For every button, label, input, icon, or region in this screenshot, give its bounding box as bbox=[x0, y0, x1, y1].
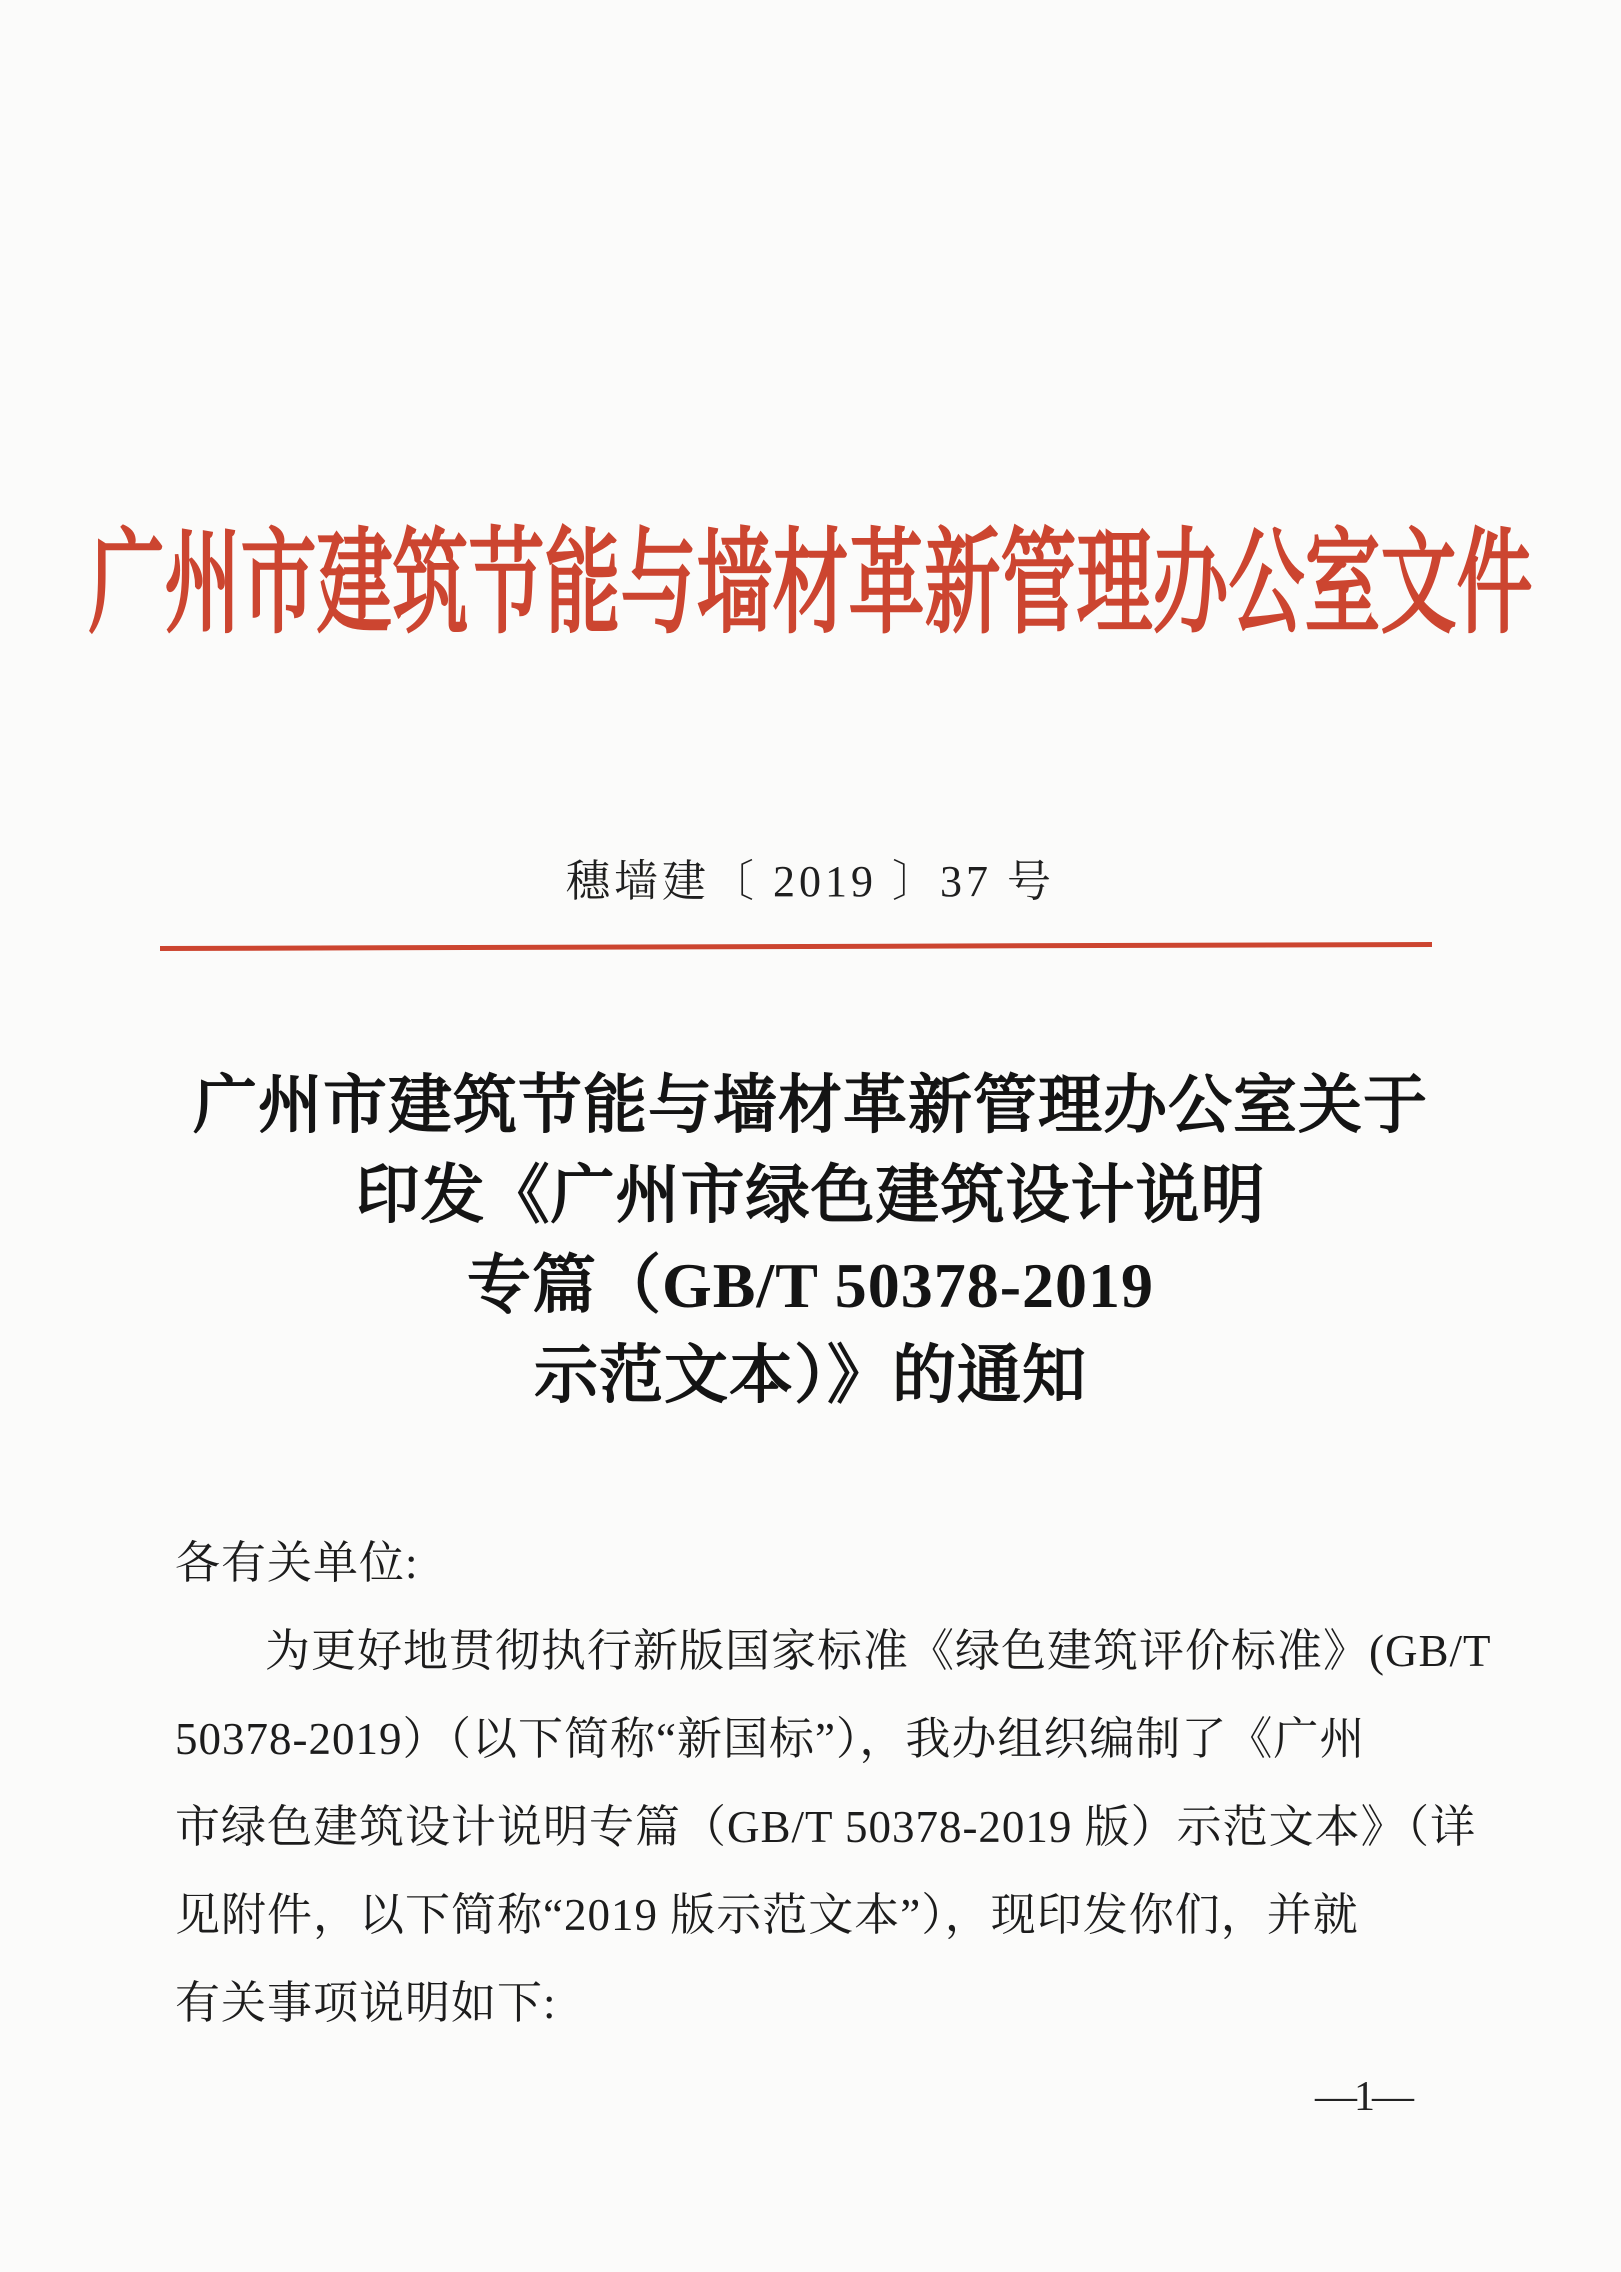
paragraph-line: 50378-2019）（以下简称“新国标”），我办组织编制了《广州 bbox=[175, 1714, 1366, 1764]
letterhead-org-title: 广州市建筑节能与墙材革新管理办公室文件 bbox=[88, 522, 1533, 648]
paragraph-line: 见附件，以下简称“2019 版示范文本”），现印发你们，并就 bbox=[175, 1890, 1359, 1940]
salutation: 各有关单位: bbox=[175, 1538, 419, 1588]
paragraph-line: 有关事项说明如下: bbox=[175, 1978, 557, 2028]
red-divider-line bbox=[160, 942, 1432, 951]
paragraph-line: 市绿色建筑设计说明专篇（GB/T 50378-2019 版）示范文本》（详 bbox=[175, 1802, 1477, 1852]
body-text bbox=[175, 1519, 1515, 2047]
page-number: —1— bbox=[1315, 2074, 1411, 2120]
notice-title-line-1: 广州市建筑节能与墙材革新管理办公室关于 bbox=[193, 1070, 1428, 1141]
notice-title-line-2: 印发《广州市绿色建筑设计说明 bbox=[355, 1160, 1266, 1231]
paragraph-line: 为更好地贯彻执行新版国家标准《绿色建筑评价标准》(GB/T bbox=[265, 1626, 1492, 1676]
notice-title bbox=[0, 1061, 1621, 1421]
notice-title-line-3: 专篇（GB/T 50378-2019 bbox=[466, 1250, 1155, 1321]
notice-title-line-4: 示范文本）》的通知 bbox=[534, 1340, 1087, 1411]
document-number: 穗墙建〔 2019 〕37 号 bbox=[566, 857, 1055, 906]
